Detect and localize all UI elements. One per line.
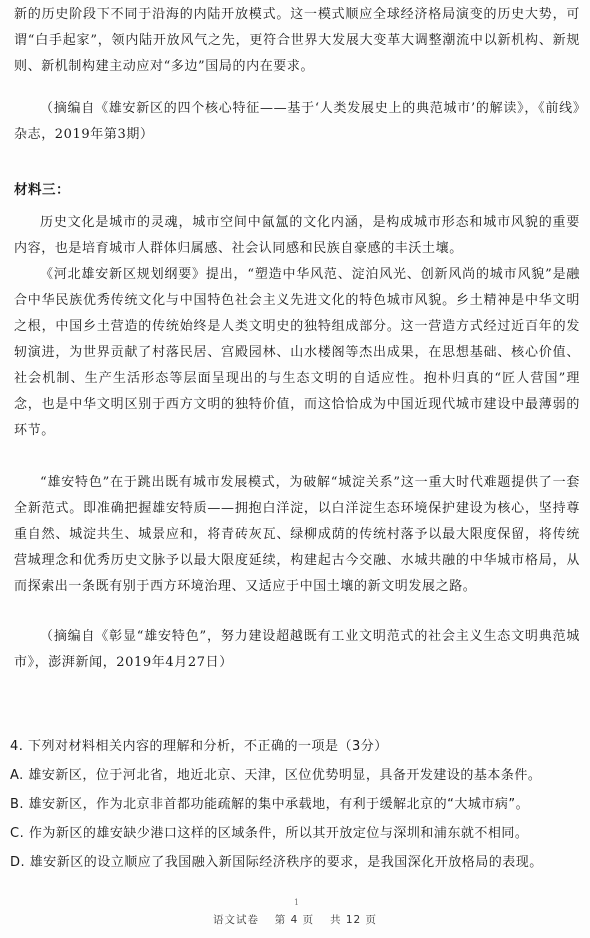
question-stem: 4. 下列对材料相关内容的理解和分析，不正确的一项是（3分）: [10, 739, 388, 754]
page-mark: 1: [294, 898, 300, 907]
material-3-paragraph-3: “雄安特色”在于跳出既有城市发展模式，为破解“城淀关系”这一重大时代难题提供了一套全新范式。即准确把握雄安特质——拥抱白洋淀，以白洋淀生态环境保护建设为核心，坚持尊重自然、城淀共生、城景应和，将青砖灰瓦、绿柳成荫的传统村落予以最大限度保留，将传统营城理念和优秀历史文脉予以最大限度延续，构建起古今交融、水城共融的中华城市格局，从而探索出一条既有别于西方环境治理、又适应于中国土壤的新文明发展之路。: [14, 475, 580, 594]
option-a[interactable]: A. 雄安新区，位于河北省，地近北京、天津，区位优势明显，具备开发建设的基本条件。: [10, 768, 542, 783]
option-b[interactable]: B. 雄安新区，作为北京非首都功能疏解的集中承载地，有利于缓解北京的“大城市病”。: [10, 797, 530, 812]
option-c[interactable]: C. 作为新区的雄安缺少港口这样的区域条件，所以其开放定位与深圳和浦东就不相同。: [10, 826, 529, 841]
page-footer: 语文试卷 第 4 页 共 12 页: [212, 914, 378, 926]
material-3-paragraph-1: 历史文化是城市的灵魂，城市空间中氤氲的文化内涵，是构成城市形态和城市风貌的重要内容，也是培育城市人群体归属感、社会认同感和民族自豪感的丰沃土壤。: [14, 215, 580, 256]
material-3-heading: 材料三：: [14, 182, 70, 198]
intro-paragraph: 新的历史阶段下不同于沿海的内陆开放模式。这一模式顺应全球经济格局演变的历史大势，可谓“白手起家”，领内陆开放风气之先，更符合世界大发展大变革大调整潮流中以新机构、新规则、新机制构建主动应对“多边”国局的内在要求。: [14, 7, 580, 74]
material-3-paragraph-2: 《河北雄安新区规划纲要》提出，“塑造中华风范、淀泊风光、创新风尚的城市风貌”是融合中华民族优秀传统文化与中国特色社会主义先进文化的特色城市风貌。乡土精神是中华文明之根，中国乡土营造的传统始终是人类文明史的独特组成部分。这一营造方式经过近百年的发轫演进，为世界贡献了村落民居、宫殿园林、山水楼阁等杰出成果，在思想基础、核心价值、社会机制、生产生活形态等层面呈现出的与生态文明的自适应性。抱朴归真的“匠人营国”理念，也是中华文明区别于西方文明的独特价值，而这恰恰成为中国近现代城市建设中最薄弱的环节。: [14, 267, 580, 438]
option-d[interactable]: D. 雄安新区的设立顺应了我国融入新国际经济秩序的要求，是我国深化开放格局的表现。: [10, 855, 543, 870]
source-citation-material-3: （摘编自《彰显“雄安特色”，努力建设超越既有工业文明范式的社会主义生态文明典范城市》，澎湃新闻，2019年4月27日）: [14, 629, 580, 670]
source-citation-material-2: （摘编自《雄安新区的四个核心特征——基于‘人类发展史上的典范城市’的解读》，《前线》杂志，2019年第3期）: [14, 101, 580, 142]
